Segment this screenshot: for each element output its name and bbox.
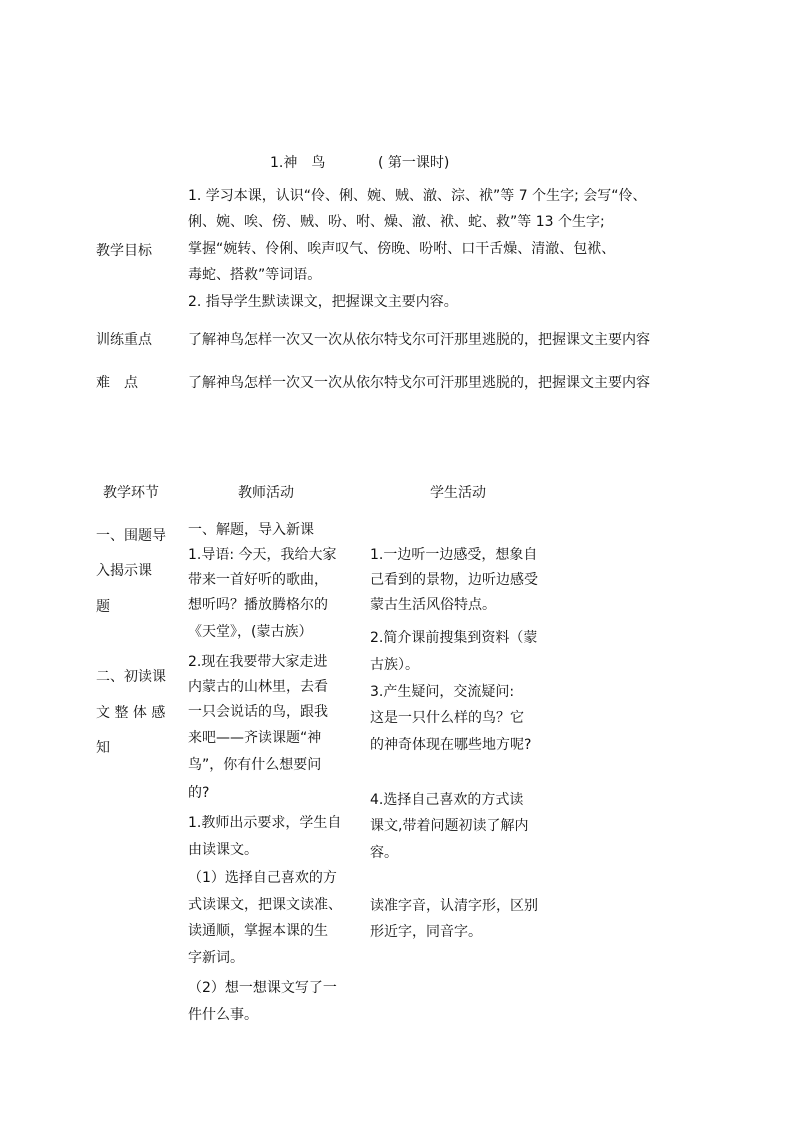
- teacher-line: 的?: [188, 785, 210, 801]
- stage-line: 一、围题导: [96, 528, 166, 544]
- goals-line: 掌握“婉转、伶俐、唉声叹气、傍晚、吩咐、口干舌燥、清澈、包袱、: [188, 241, 616, 257]
- teacher-line: 来吧——齐读课题“神: [188, 730, 322, 746]
- student-line: 这是一只什么样的鸟？它: [370, 710, 524, 726]
- student-line: 1.一边听一边感受，想象自: [370, 547, 538, 563]
- student-line: 2.简介课前搜集到资料（蒙: [370, 630, 538, 646]
- lesson-title: 1.神 鸟: [270, 155, 326, 171]
- student-line: 3.产生疑问，交流疑问:: [370, 684, 515, 700]
- teacher-line: 2.现在我要带大家走进: [188, 654, 328, 670]
- stage-line: 文 整 体 感: [96, 705, 166, 721]
- student-line: 读准字音，认清字形，区别: [370, 898, 538, 914]
- goals-line: 2. 指导学生默读课文，把握课文主要内容。: [188, 294, 458, 310]
- difficulty-text: 了解神鸟怎样一次又一次从依尔特戈尔可汗那里逃脱的，把握课文主要内容: [188, 375, 650, 391]
- student-line: 容。: [370, 845, 398, 861]
- stage-line: 知: [96, 740, 110, 756]
- goals-line: 1. 学习本课，认识“伶、俐、婉、贼、澈、淙、袱”等 7 个生字; 会写“伶、: [188, 188, 647, 204]
- teacher-line: 带来一首好听的歌曲，: [188, 572, 328, 588]
- goals-label: 教学目标: [96, 243, 152, 259]
- teacher-line: 一、解题，导入新课: [188, 522, 314, 538]
- teacher-line: 读通顺，掌握本课的生: [188, 923, 328, 939]
- teacher-line: 《天堂》，(蒙古族）: [188, 624, 313, 640]
- teacher-line: 字新词。: [188, 950, 244, 966]
- student-line: 古族）。: [370, 657, 419, 673]
- student-line: 形近字，同音字。: [370, 924, 482, 940]
- teacher-line: 想听吗？播放腾格尔的: [188, 597, 328, 613]
- teacher-line: （1）选择自己喜欢的方: [188, 870, 337, 886]
- header-student: 学生活动: [430, 485, 486, 501]
- teacher-line: 1.教师出示要求，学生自: [188, 815, 342, 831]
- student-line: 蒙古生活风俗特点。: [370, 597, 496, 613]
- focus-label: 训练重点: [96, 332, 152, 348]
- stage-line: 二、初读课: [96, 669, 166, 685]
- difficulty-label: 难 点: [96, 375, 138, 391]
- student-line: 4.选择自己喜欢的方式读: [370, 792, 524, 808]
- student-line: 课文,带着问题初读了解内: [370, 818, 529, 834]
- student-line: 的神奇体现在哪些地方呢?: [370, 737, 532, 753]
- teacher-line: 1.导语: 今天，我给大家: [188, 547, 337, 563]
- header-stage: 教学环节: [103, 485, 159, 501]
- teacher-line: 内蒙古的山林里，去看: [188, 679, 328, 695]
- teacher-line: 由读课文。: [188, 842, 258, 858]
- focus-text: 了解神鸟怎样一次又一次从依尔特戈尔可汗那里逃脱的，把握课文主要内容: [188, 332, 650, 348]
- teacher-line: 鸟”，你有什么想要问: [188, 757, 322, 773]
- teacher-line: 件什么事。: [188, 1007, 258, 1023]
- teacher-line: 式读课文，把课文读准、: [188, 897, 342, 913]
- teacher-line: 一只会说话的鸟，跟我: [188, 704, 328, 720]
- stage-line: 入揭示课: [96, 563, 152, 579]
- stage-line: 题: [96, 599, 110, 615]
- header-teacher: 教师活动: [238, 485, 294, 501]
- student-line: 己看到的景物，边听边感受: [370, 572, 538, 588]
- lesson-period: ( 第一课时): [378, 155, 450, 171]
- teacher-line: （2）想一想课文写了一: [188, 980, 337, 996]
- goals-line: 毒蛇、搭救”等词语。: [188, 267, 322, 283]
- goals-line: 俐、婉、唉、傍、贼、吩、咐、燥、澈、袱、蛇、救”等 13 个生字;: [188, 214, 605, 230]
